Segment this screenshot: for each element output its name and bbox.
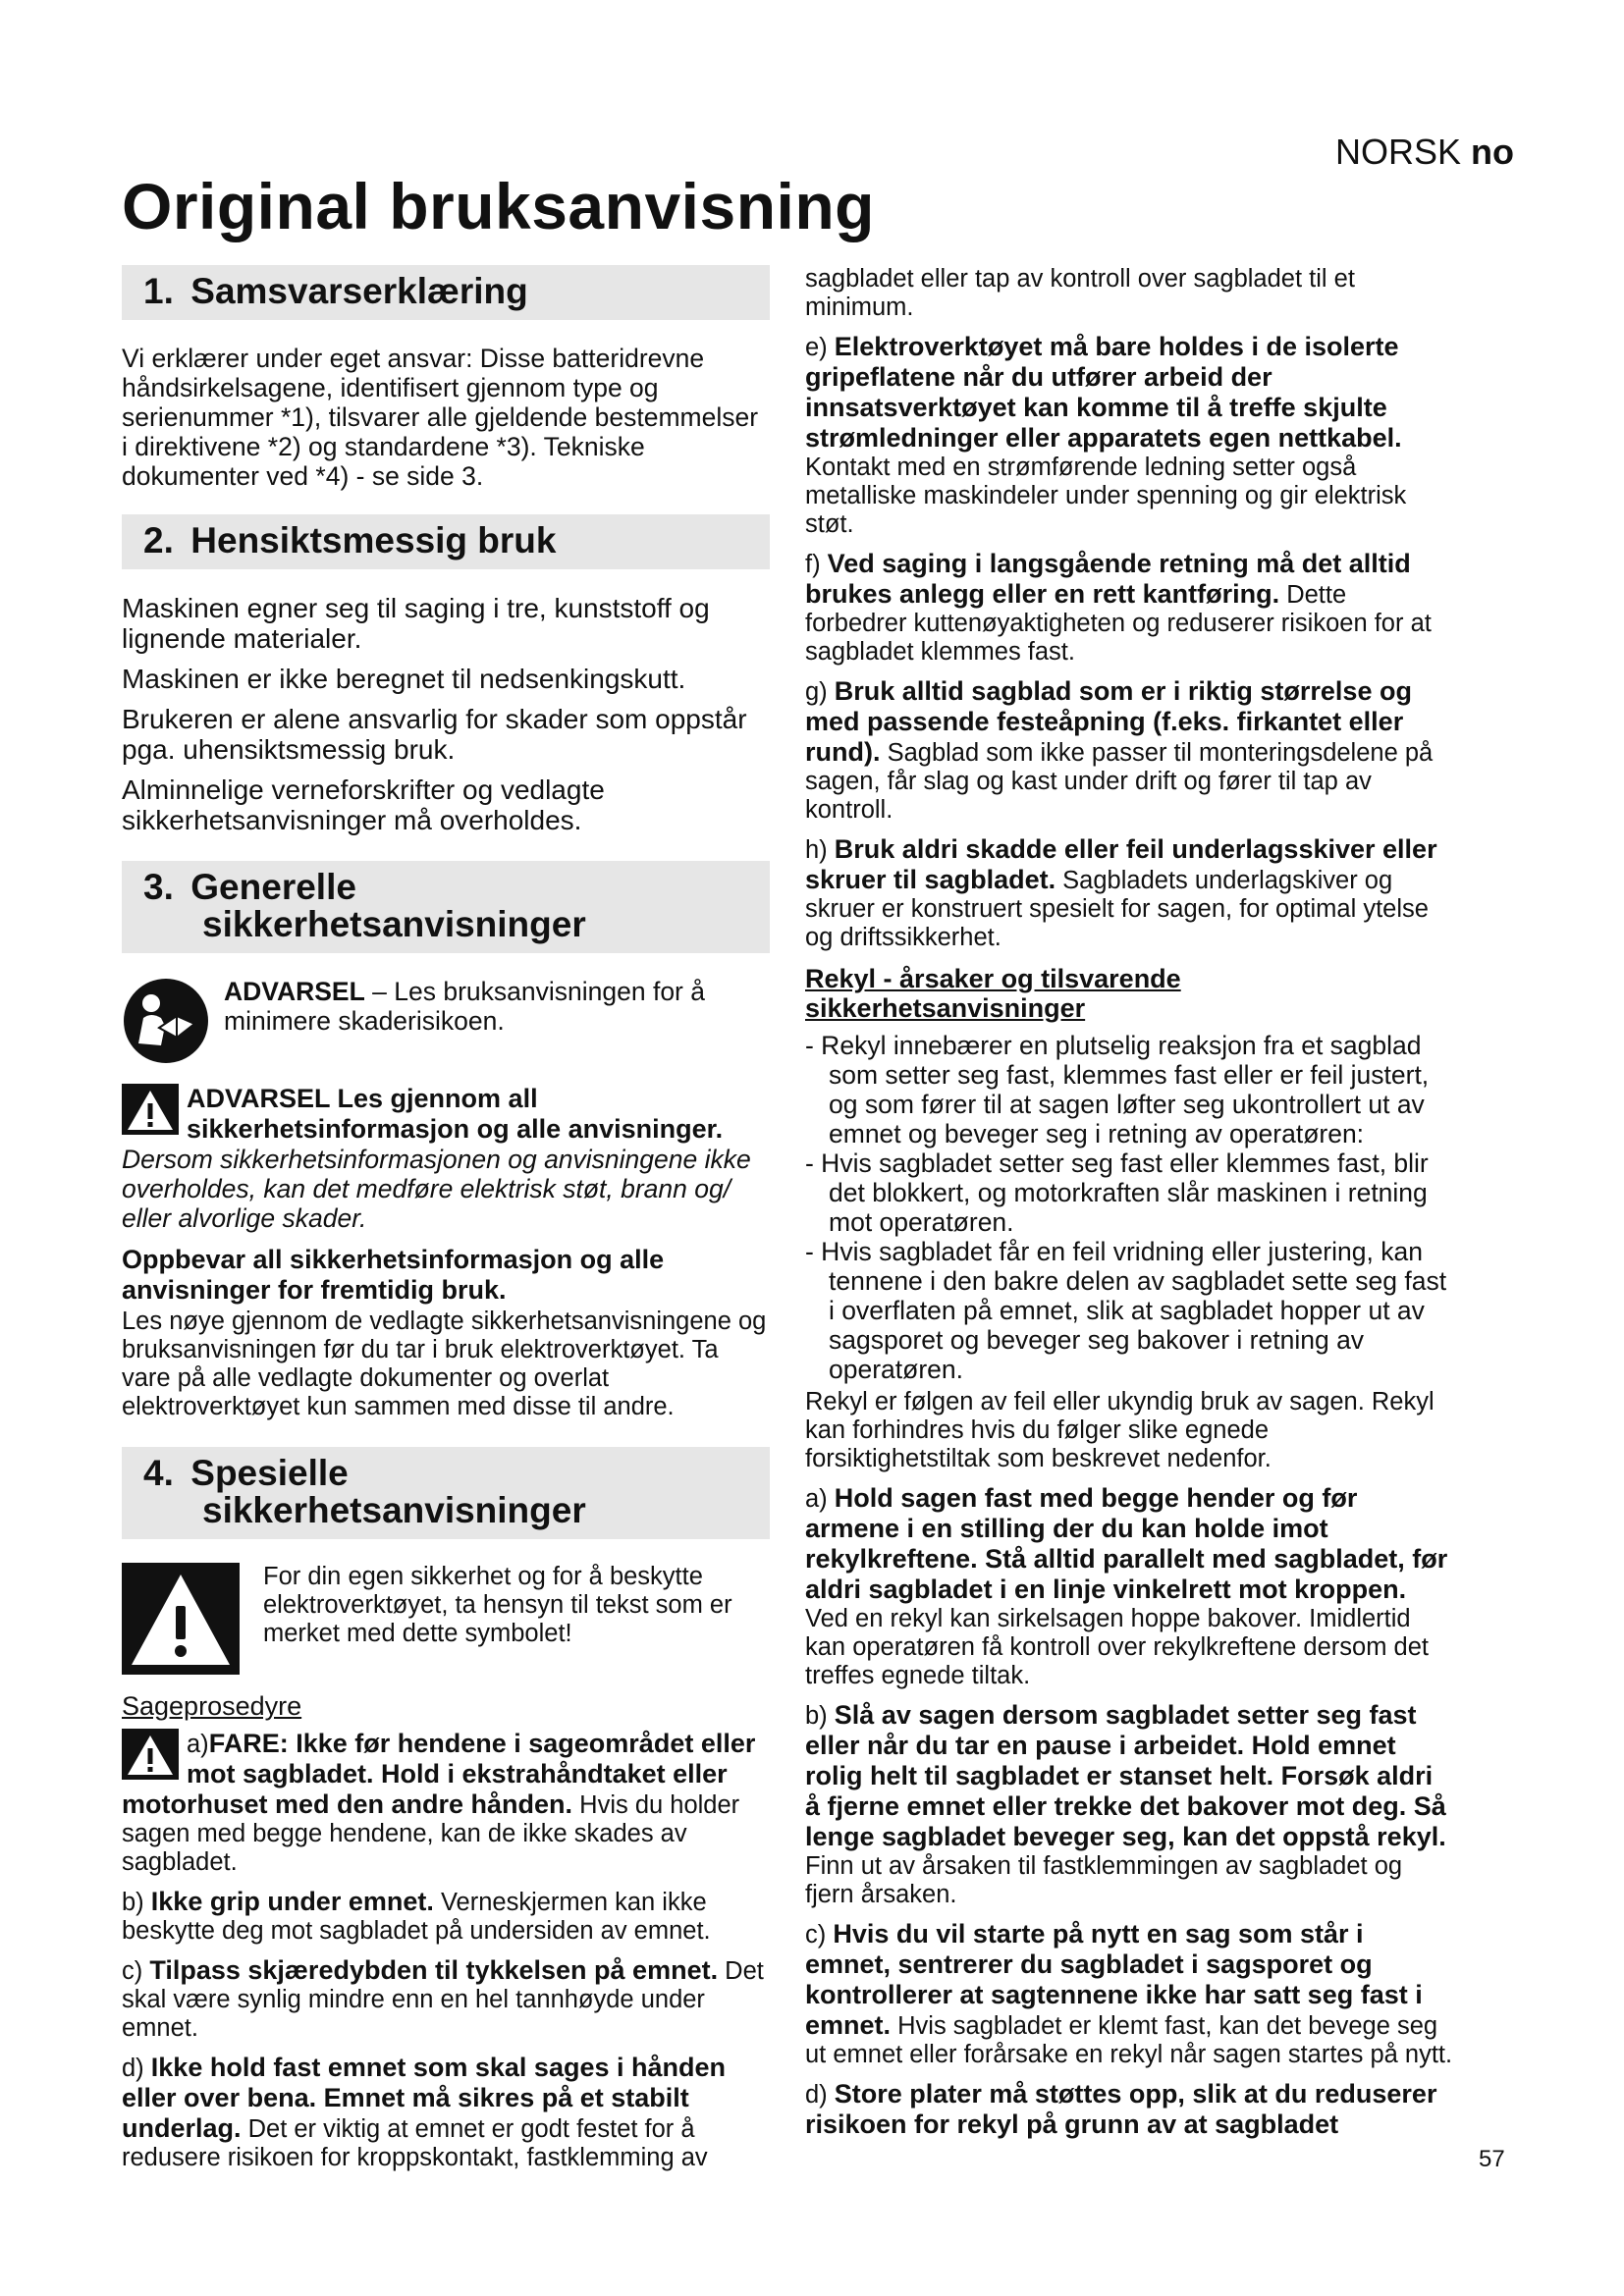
- kickback-bullet: - Rekyl innebærer en plutselig reaksjon fra et sagblad som setter seg fast, klemmes fast eller er feil justert, og som fører til at sagen løfter seg ukontrollert ut av emnet og beveger seg i retning av operatøren:: [805, 1031, 1430, 1148]
- keep-instructions-text: Les nøye gjennom de vedlagte sikkerhetsanvisningene og bruksanvisningen før du tar i bruk elektroverktøyet. Ta vare på alle vedlagte dokumenter og overlat elektroverktøyet kun sammen med disse til andre.: [122, 1308, 767, 1420]
- kickback-instruction-c: c) Hvis du vil starte på nytt en sag som står i emnet, sentrerer du sagbladet i sagsporet og kontrollerer at sagtennene ikke har satt seg fast i emnet. Hvis sagbladet er klemt fast, kan det bevege seg ut emnet eller forårsake en rekyl når sagen startes på nytt.: [805, 1919, 1453, 2068]
- usage-paragraph: Maskinen er ikke beregnet til nedsenkingskutt.: [122, 664, 686, 694]
- instruction-f: f) Ved saging i langsgående retning må det alltid brukes anlegg eller en rett kantføring. Dette forbedrer kuttenøyaktigheten og reduserer risikoen for at sagbladet klemmes fast.: [805, 549, 1432, 666]
- language-code: no: [1471, 132, 1514, 172]
- usage-paragraph: Alminnelige verneforskrifter og vedlagte sikkerhetsanvisninger må overholdes.: [122, 774, 605, 835]
- general-warning: ADVARSEL Les gjennom all sikkerhetsinformasjon og alle anvisninger. Dersom sikkerhetsinformasjonen og anvisningene ikke overholdes, kan det medføre elektrisk støt, brann og/ eller alvorlige skader.: [122, 1084, 751, 1233]
- kickback-heading: Rekyl - årsaker og tilsvarende sikkerhetsanvisninger: [805, 964, 1181, 1023]
- continued-text: sagbladet eller tap av kontroll over sagbladet til et minimum.: [805, 265, 1355, 321]
- usage-paragraph: Brukeren er alene ansvarlig for skader som oppstår pga. uhensiktsmessig bruk.: [122, 704, 747, 765]
- kickback-instruction-b: b) Slå av sagen dersom sagbladet setter seg fast eller når du tar en pause i arbeidet. Hold emnet rolig helt til sagbladet er stanset helt. Forsøk aldri å fjerne emnet eller trekke det bakover mot deg. Så lenge sagbladet beveger seg, kan det oppstå rekyl. Finn ut av årsaken til fastklemmingen av sagbladet og fjern årsaken.: [805, 1700, 1446, 1908]
- instruction-e: e) Elektroverktøyet må bare holdes i de isolerte gripeflatene når du utfører arbeid der innsatsverktøyet kan komme til å treffe skjulte strømledninger eller apparatets egen nettkabel. Kontakt med en strømførende ledning setter også metalliske maskindeler under spenning og gir elektrisk støt.: [805, 332, 1407, 538]
- usage-paragraph: Maskinen egner seg til saging i tre, kunststoff og lignende materialer.: [122, 593, 710, 654]
- sawing-procedure-heading: Sageprosedyre: [122, 1691, 302, 1721]
- kickback-text: Rekyl er følgen av feil eller ukyndig bruk av sagen. Rekyl kan forhindres hvis du følger slike egnede forsiktighetstiltak som beskrevet nedenfor.: [805, 1388, 1435, 1472]
- kickback-instruction-a: a) Hold sagen fast med begge hender og før armene i en stilling der du kan holde imot rekylkreftene. Stå alltid parallelt med sagbladet, før aldri sagbladet i en linje vinkelrett mot kroppen. Ved en rekyl kan sirkelsagen hoppe bakover. Imidlertid kan operatøren få kontroll over rekylkreftene dersom det treffes egnede tiltak.: [805, 1483, 1448, 1689]
- warning-triangle-icon: [122, 1729, 179, 1785]
- left-column: [122, 265, 770, 2182]
- warning-symbol-icon: [122, 1563, 240, 1680]
- instruction-a: a)FARE: Ikke før hendene i sageområdet eller mot sagbladet. Hold i ekstrahåndtaket eller motorhuset med den andre hånden. Hvis du holder sagen med begge hendene, kan de ikke skades av sagbladet.: [122, 1729, 756, 1876]
- declaration-text: Vi erklærer under eget ansvar: Disse batteridrevne håndsirkelsagene, identifisert gjennom type og serienummer *1), tilsvarer alle gjeldende bestemmelser i direktivene *2) og standardene *3). Tekniske dokumenter ved *4) - se side 3.: [122, 344, 759, 491]
- section-heading-2: 2. Hensiktsmessig bruk: [122, 514, 770, 569]
- right-column: [805, 265, 1453, 2150]
- instruction-c: c) Tilpass skjæredybden til tykkelsen på emnet. Det skal være synlig mindre enn en hel tannhøyde under emnet.: [122, 1955, 764, 2042]
- language-label: [1335, 132, 1514, 173]
- section-heading-4: 4. Spesielle sikkerhetsanvisninger: [122, 1447, 770, 1539]
- read-manual-warning: ADVARSEL – Les bruksanvisningen for å minimere skaderisikoen.: [122, 977, 770, 1070]
- section-heading-3: 3. Generelle sikkerhetsanvisninger: [122, 861, 770, 953]
- keep-instructions-heading: Oppbevar all sikkerhetsinformasjon og alle anvisninger for fremtidig bruk.: [122, 1245, 665, 1305]
- page-title: Original bruksanvisning: [122, 170, 875, 242]
- page-number: 57: [1479, 2146, 1505, 2172]
- instruction-b: b) Ikke grip under emnet. Verneskjermen kan ikke beskytte deg mot sagbladet på undersiden av emnet.: [122, 1887, 711, 1945]
- instruction-g: g) Bruk alltid sagblad som er i riktig størrelse og med passende festeåpning (f.eks. firkantet eller rund). Sagblad som ikke passer til monteringsdelene på sagen, får slag og kast under drift og fører til tap av kontroll.: [805, 676, 1434, 824]
- warning-triangle-icon: [122, 1084, 179, 1140]
- symbol-explanation: For din egen sikkerhet og for å beskytte elektroverktøyet, ta hensyn til tekst som er merket med dette symbolet!: [122, 1563, 770, 1680]
- kickback-instruction-d: d) Store plater må støttes opp, slik at du reduserer risikoen for rekyl på grunn av at sagbladet: [805, 2079, 1437, 2139]
- language-name: NORSK: [1334, 132, 1461, 172]
- section-heading-1: 1. Samsvarserklæring: [122, 265, 770, 320]
- instruction-d: d) Ikke hold fast emnet som skal sages i hånden eller over bena. Emnet må sikres på et stabilt underlag. Det er viktig at emnet er godt festet for å redusere risikoen for kroppskontakt, fastklemming av: [122, 2053, 726, 2171]
- kickback-bullet: - Hvis sagbladet setter seg fast eller klemmes fast, blir det blokkert, og motorkraften slår maskinen i retning mot operatøren.: [805, 1148, 1429, 1237]
- instruction-h: h) Bruk aldri skadde eller feil underlagsskiver eller skruer til sagbladet. Sagbladets underlagskiver og skruer er konstruert spesielt for sagen, for optimal ytelse og driftssikkerhet.: [805, 834, 1437, 951]
- kickback-bullet: - Hvis sagbladet får en feil vridning eller justering, kan tennene i den bakre delen av sagbladet sette seg fast i overflaten på emnet, slik at sagbladet hopper ut av sagsporet og beveger seg bakover i retning av operatøren.: [805, 1237, 1447, 1384]
- read-manual-icon: [122, 977, 210, 1070]
